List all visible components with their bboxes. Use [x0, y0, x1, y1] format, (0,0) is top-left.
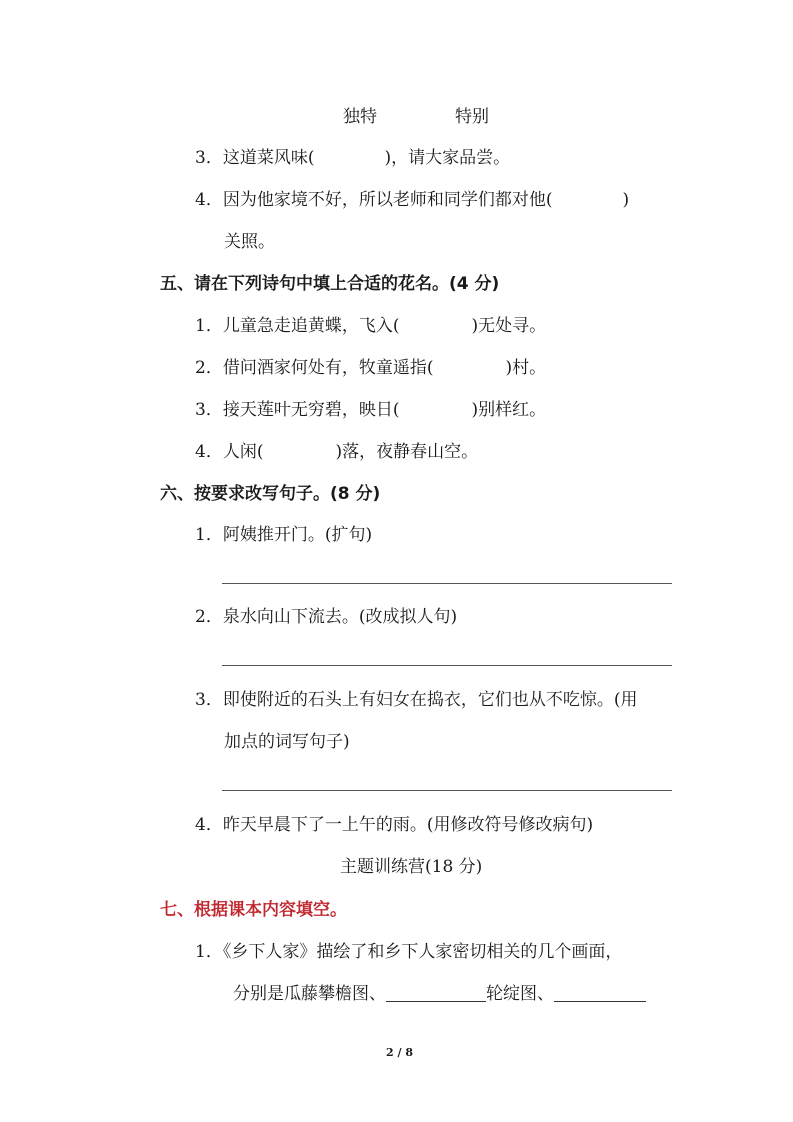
item-number: 4． — [195, 442, 223, 462]
list-item — [195, 523, 372, 547]
item-text-before: 接天莲叶无穷碧，映日( — [222, 400, 400, 420]
item-number: 1． — [195, 525, 223, 545]
item-text: 昨天早晨下了一上午的雨。(用修改符号修改病句) — [222, 815, 594, 835]
list-item — [195, 146, 510, 170]
list-item — [195, 440, 478, 464]
item-continuation: 关照。 — [224, 232, 275, 252]
section-heading: 七、根据课本内容填空。 — [160, 900, 347, 920]
item-continuation: 加点的词写句子) — [224, 732, 350, 752]
item-text-after: )落，夜静春山空。 — [335, 442, 479, 462]
item-text-before: 儿童急走追黄蝶，飞入( — [222, 316, 400, 336]
item-text-after: 轮绽图、 — [486, 984, 554, 1004]
item-continuation — [233, 982, 646, 1006]
item-number: 1． — [195, 942, 223, 962]
item-number: 3． — [195, 148, 223, 168]
item-text: 即使附近的石头上有妇女在捣衣，它们也从不吃惊。(用 — [222, 690, 638, 710]
list-item — [195, 398, 546, 422]
item-text-after: )村。 — [505, 358, 547, 378]
item-text-before: 人闲( — [222, 442, 264, 462]
item-text-before: 分别是瓜藤攀檐图、 — [233, 984, 386, 1004]
answer-blank[interactable] — [386, 983, 486, 1002]
list-item — [195, 314, 546, 338]
item-text-before: 这道菜风味( — [222, 148, 315, 168]
item-number: 1． — [195, 316, 223, 336]
answer-line[interactable] — [222, 583, 672, 584]
list-item — [195, 188, 629, 212]
item-number: 4． — [195, 190, 223, 210]
item-number: 2． — [195, 358, 223, 378]
section-heading: 六、按要求改写句子。(8 分) — [160, 484, 381, 504]
answer-blank[interactable] — [554, 983, 646, 1002]
section-heading: 五、请在下列诗句中填上合适的花名。(4 分) — [160, 274, 500, 294]
word-choice-1: 独特 — [343, 107, 377, 127]
list-item — [195, 605, 457, 629]
item-text-after: )，请大家品尝。 — [384, 148, 511, 168]
item-text-before: 因为他家境不好，所以老师和同学们都对他( — [222, 190, 553, 210]
page-number: 2 / 8 — [386, 1046, 413, 1059]
list-item — [195, 813, 593, 837]
item-text-after: )无处寻。 — [471, 316, 547, 336]
item-number: 4． — [195, 815, 223, 835]
item-text: 阿姨推开门。(扩句) — [222, 525, 373, 545]
answer-line[interactable] — [222, 790, 672, 791]
item-text-before: 借问酒家何处有，牧童遥指( — [222, 358, 434, 378]
theme-camp-title: 主题训练营(18 分) — [340, 857, 483, 877]
answer-line[interactable] — [222, 665, 672, 666]
list-item — [195, 940, 622, 964]
item-number: 2． — [195, 607, 223, 627]
item-text-after: )别样红。 — [471, 400, 547, 420]
item-number: 3． — [195, 400, 223, 420]
item-number: 3． — [195, 690, 223, 710]
item-text-after: ) — [622, 190, 630, 210]
word-choice-2: 特别 — [455, 107, 489, 127]
item-text: 泉水向山下流去。(改成拟人句) — [222, 607, 458, 627]
list-item — [195, 688, 637, 712]
list-item — [195, 356, 546, 380]
item-text: 《乡下人家》描绘了和乡下人家密切相关的几个画面， — [222, 942, 623, 962]
